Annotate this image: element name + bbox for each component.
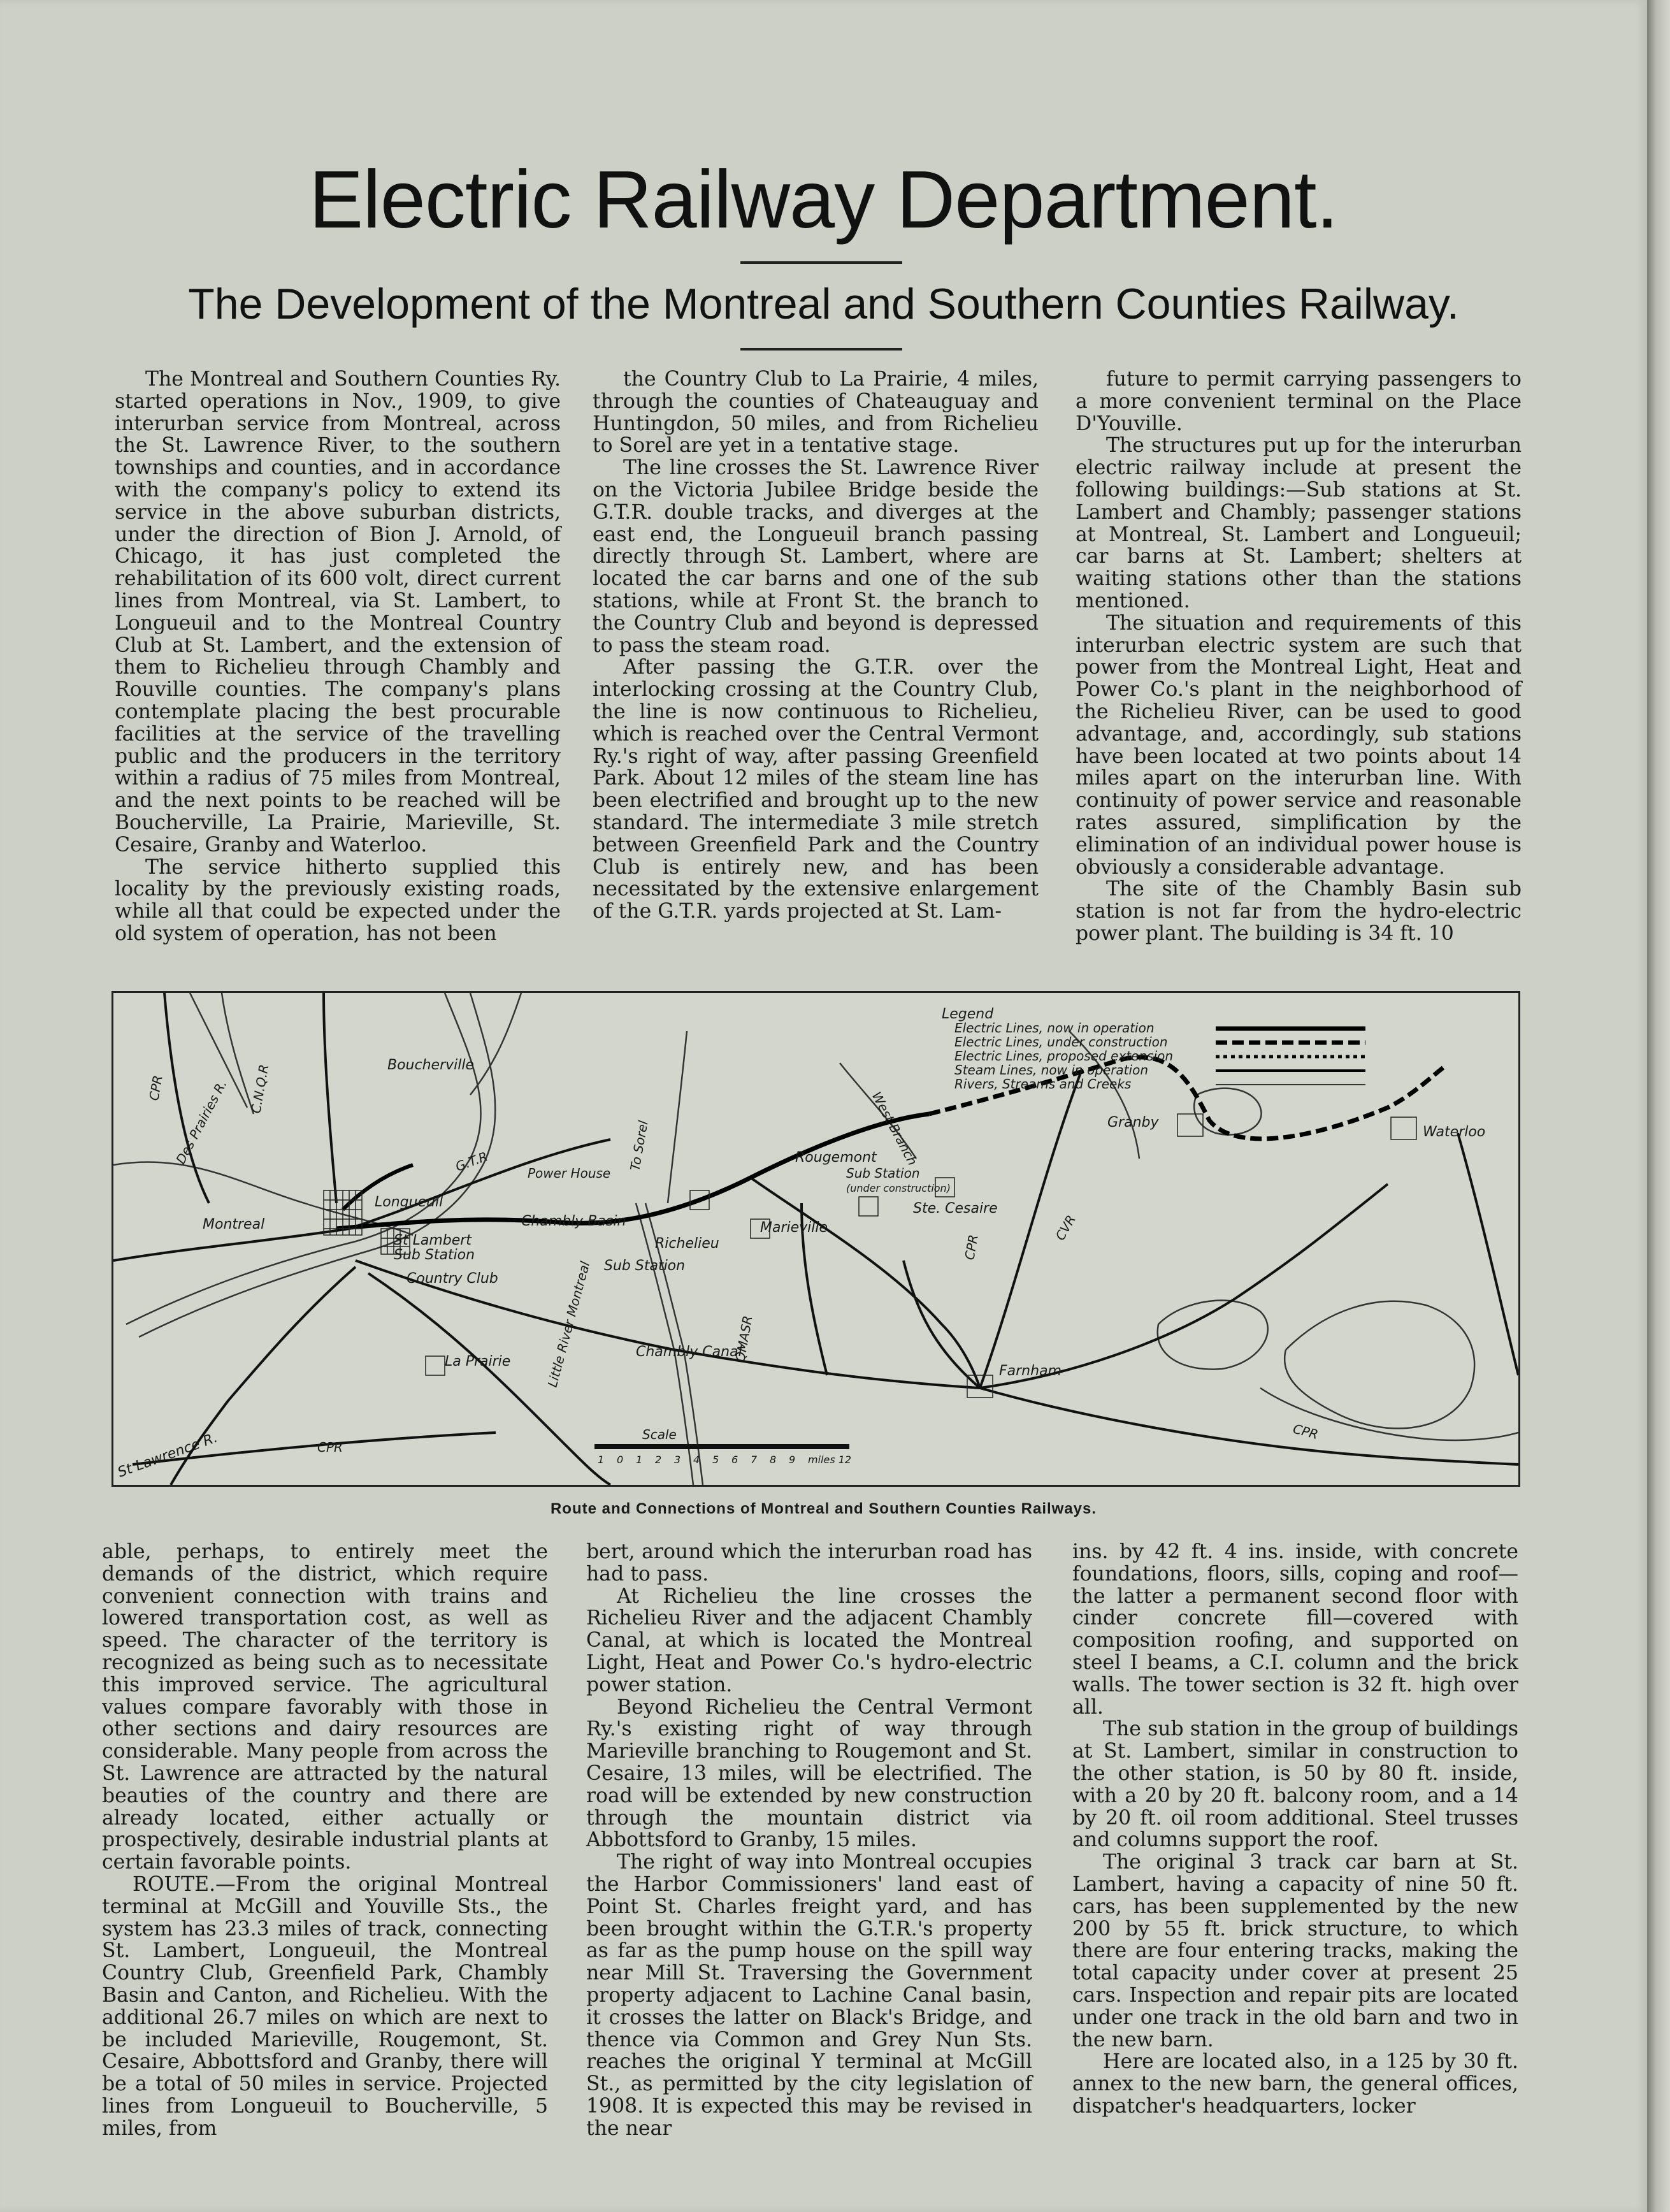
legend-item: Steam Lines, now in operation [954, 1062, 1148, 1078]
map-label: To Sorel [627, 1119, 651, 1172]
route-map-drawing [113, 993, 1518, 1485]
map-label: La Prairie [445, 1354, 511, 1370]
paragraph: able, perhaps, to entirely meet the demands of the district, which require convenient connection with trains and lowered transportation cost, as well as speed. The character of the territory is recognized as being such as to necessitate this improved service. The agricultural values compare favorably with those in other sections and dairy resources are considerable. Many people from across the St. Lawrence are attracted by the natural beauties of the country and there are already located, either actually or prospectively, desirable industrial plants at certain favorable points. [102, 1540, 548, 1874]
scale-tick: 1 [636, 1454, 643, 1466]
paragraph: bert, around which the interurban road has had to pass. [586, 1540, 1032, 1586]
paragraph: The right of way into Montreal occupies the Harbor Commissioners' land east of Point St. Charles freight yard, and has been brought within the G.T.R.'s property as far as the pump house on the spill way near Mill St. Traversing the Government property adjacent to Lachine Canal basin, it crosses the latter on Black's Bridge, and thence via Common and Grey Nun Sts. reaches the original Y terminal at McGill St., as permitted by the city legislation of 1908. It is expected this may be revised in the near [586, 1851, 1032, 2140]
bottom-column-1 [102, 1541, 548, 2140]
map-label: Richelieu [655, 1236, 719, 1252]
map-label: Boucherville [387, 1057, 475, 1073]
paragraph: Beyond Richelieu the Central Vermont Ry.'s existing right of way through Marieville branching to Rougemont and St. Cesaire, 13 miles, will be electrified. The road will be extended by new construction through the mountain district via Abbottsford to Granby, 15 miles. [586, 1695, 1032, 1852]
scale-tick: 8 [770, 1454, 777, 1466]
rivers [113, 993, 1518, 1485]
top-column-2 [593, 368, 1039, 923]
scale-tick: 3 [674, 1454, 681, 1466]
map-label: CPR [146, 1074, 166, 1102]
paragraph: The site of the Chambly Basin sub station is not far from the hydro-electric power plant. The building is 34 ft. 10 [1076, 878, 1522, 945]
map-label: CPR [317, 1440, 343, 1455]
map-label: Chambly Canal [636, 1344, 742, 1360]
subtitle-rule [740, 348, 902, 351]
paragraph: Here are located also, in a 125 by 30 ft. annex to the new barn, the general offices, dispatcher's headquarters, locker [1072, 2050, 1518, 2118]
map-label: Little River Montreal [544, 1259, 593, 1389]
map-label: (under construction) [846, 1182, 951, 1194]
scale-title: Scale [642, 1427, 677, 1442]
map-label: Granby [1107, 1115, 1159, 1131]
bottom-column-3 [1072, 1541, 1518, 2118]
legend-title: Legend [942, 1006, 994, 1022]
legend-item: Rivers, Streams and Creeks [954, 1076, 1132, 1092]
scale-tick: 2 [655, 1454, 662, 1466]
map-label: Chambly Basin [521, 1213, 626, 1229]
map-label: Des Prairies R. [173, 1077, 230, 1167]
map-label: Sub Station [394, 1247, 475, 1263]
legend-item: Electric Lines, now in operation [954, 1020, 1155, 1036]
map-legend [942, 1006, 1365, 1092]
scale-tick: 6 [731, 1454, 738, 1466]
map-label: Montreal [203, 1217, 265, 1233]
paragraph: After passing the G.T.R. over the interlocking crossing at the Country Club, the line is now continuous to Richelieu, which is reached over the Central Vermont Ry.'s right of way, after passing Greenfield Park. About 12 miles of the steam line has been electrified and brought up to the new standard. The intermediate 3 mile stretch between Greenfield Park and the Country Club is entirely new, and has been necessitated by the extensive enlargement of the G.T.R. yards projected at St. Lam- [593, 656, 1039, 923]
map-label: Longueuil [375, 1194, 443, 1210]
legend-item: Electric Lines, proposed extension [954, 1048, 1173, 1064]
top-column-3 [1076, 368, 1522, 945]
paragraph: The Montreal and Southern Counties Ry. started operations in Nov., 1909, to give interurban service from Montreal, across the St. Lawrence River, to the southern townships and counties, and in accordance with the company's policy to extend its service in the above suburban districts, under the direction of Bion J. Arnold, of Chicago, it has just completed the rehabilitation of its 600 volt, direct current lines from Montreal, via St. Lambert, to Longueuil and to the Montreal Country Club at St. Lambert, and the extension of them to Richelieu through Chambly and Rouville counties. The company's plans contemplate placing the best procurable facilities at the service of the travelling public and the producers in the territory within a radius of 75 miles from Montreal, and the next points to be reached will be Boucherville, La Prairie, Marieville, St. Cesaire, Granby and Waterloo. [115, 368, 561, 857]
map-label: Rougemont [795, 1150, 877, 1166]
paragraph: ins. by 42 ft. 4 ins. inside, with concrete foundations, floors, sills, coping and roof—the latter a permanent second floor with cinder concrete fill—covered with composition roofing, and supported on steel I beams, a C.I. column and the brick walls. The tower section is 32 ft. high over all. [1072, 1540, 1518, 1719]
map-label: CPR [1291, 1420, 1320, 1443]
map-label: G.T.R [453, 1148, 490, 1175]
scale-tick: 4 [693, 1454, 700, 1466]
electric-lines [336, 1057, 1445, 1229]
scale-tick: 9 [789, 1454, 796, 1466]
paragraph: ROUTE.—From the original Montreal terminal at McGill and Youville Sts., the system has 23.3 miles of track, connecting St. Lambert, Longueuil, the Montreal Country Club, Greenfield Park, Chambly Basin and Canton, and Richelieu. With the additional 26.7 miles on which are next to be included Marieville, Rougemont, St. Cesaire, Abbottsford and Granby, there will be a total of 50 miles in service. Projected lines from Longueuil to Boucherville, 5 miles, from [102, 1872, 548, 2140]
map-caption: Route and Connections of Montreal and Southern Counties Railways. [550, 1500, 1097, 1517]
map-label: CVR [1052, 1212, 1079, 1243]
map-label: Country Club [407, 1271, 498, 1287]
map-label: St Lambert [394, 1233, 471, 1248]
map-scale [594, 1427, 851, 1466]
legend-item: Electric Lines, under construction [954, 1034, 1168, 1050]
map-label: Waterloo [1423, 1124, 1486, 1140]
scale-tick: 7 [751, 1454, 758, 1466]
paragraph: At Richelieu the line crosses the Richelieu River and the adjacent Chambly Canal, at which is located the Montreal Light, Heat and Power Co.'s hydro-electric power station. [586, 1584, 1032, 1696]
map-label: St Lawrence R. [115, 1429, 220, 1481]
page-title: Electric Railway Department. [308, 154, 1339, 245]
map-label: Farnham [999, 1363, 1062, 1379]
paragraph: The line crosses the St. Lawrence River on the Victoria Jubilee Bridge beside the G.T.R. double tracks, and diverges at the east end, the Longueuil branch passing directly through St. Lambert, where are located the car barns and one of the sub stations, while at Front St. the branch to the Country Club and beyond is depressed to pass the steam road. [593, 456, 1039, 657]
map-label: QMASR [732, 1314, 756, 1363]
paragraph: The service hitherto supplied this locality by the previously existing roads, while all that could be expected under the old system of operation, has not been [115, 855, 561, 945]
map-label: CPR [961, 1233, 981, 1261]
scale-tick: miles 12 [808, 1454, 852, 1466]
map-label: C.N.Q.R [248, 1063, 272, 1115]
paragraph: future to permit carrying passengers to a more convenient terminal on the Place D'Youville. [1076, 368, 1522, 435]
scale-tick: 1 [598, 1454, 605, 1466]
map-label: Sub Station [604, 1258, 686, 1274]
paragraph: The original 3 track car barn at St. Lambert, having a capacity of nine 50 ft. cars, has been supplemented by the new 200 by 55 ft. brick structure, to which there are four entering tracks, making the total capacity under cover at present 25 cars. Inspection and repair pits are located under one track in the old barn and two in the new barn. [1072, 1851, 1518, 2051]
bottom-column-2 [586, 1541, 1032, 2140]
route-map [112, 991, 1520, 1487]
article-subtitle: The Development of the Montreal and Southern Counties Railway. [188, 280, 1459, 328]
scale-tick: 0 [617, 1454, 624, 1466]
paragraph: the Country Club to La Prairie, 4 miles, through the counties of Chateauguay and Huntingdon, 50 miles, and from Richelieu to Sorel are yet in a tentative stage. [593, 368, 1039, 458]
paragraph: The structures put up for the interurban electric railway include at present the following buildings:—Sub stations at St. Lambert and Chambly; passenger stations at Montreal, St. Lambert and Longueuil; car barns at St. Lambert; shelters at waiting stations other than the stations mentioned. [1076, 434, 1522, 612]
map-label: Ste. Cesaire [913, 1201, 998, 1217]
map-label: Sub Station [846, 1166, 920, 1181]
map-label: West Branch [868, 1089, 921, 1168]
paragraph: The situation and requirements of this interurban electric system are such that power from the Montreal Light, Heat and Power Co.'s plant in the neighborhood of the Richelieu River, can be used to good advantage, and, accordingly, sub stations have been located at two points about 14 miles apart on the interurban line. With continuity of power service and reasonable rates assured, simplification by the elimination of an individual power house is obviously a considerable advantage. [1076, 611, 1522, 879]
scale-tick: 5 [712, 1454, 719, 1466]
top-column-1 [115, 368, 561, 945]
map-label: Marieville [760, 1220, 828, 1236]
page-edge [1647, 0, 1670, 2212]
title-rule [740, 261, 902, 264]
paragraph: The sub station in the group of buildings at St. Lambert, similar in construction to the other station, is 50 by 80 ft. inside, with a 20 by 20 ft. balcony room, and a 14 by 20 ft. oil room additional. Steel trusses and columns support the roof. [1072, 1717, 1518, 1852]
map-label: Power House [528, 1166, 611, 1181]
